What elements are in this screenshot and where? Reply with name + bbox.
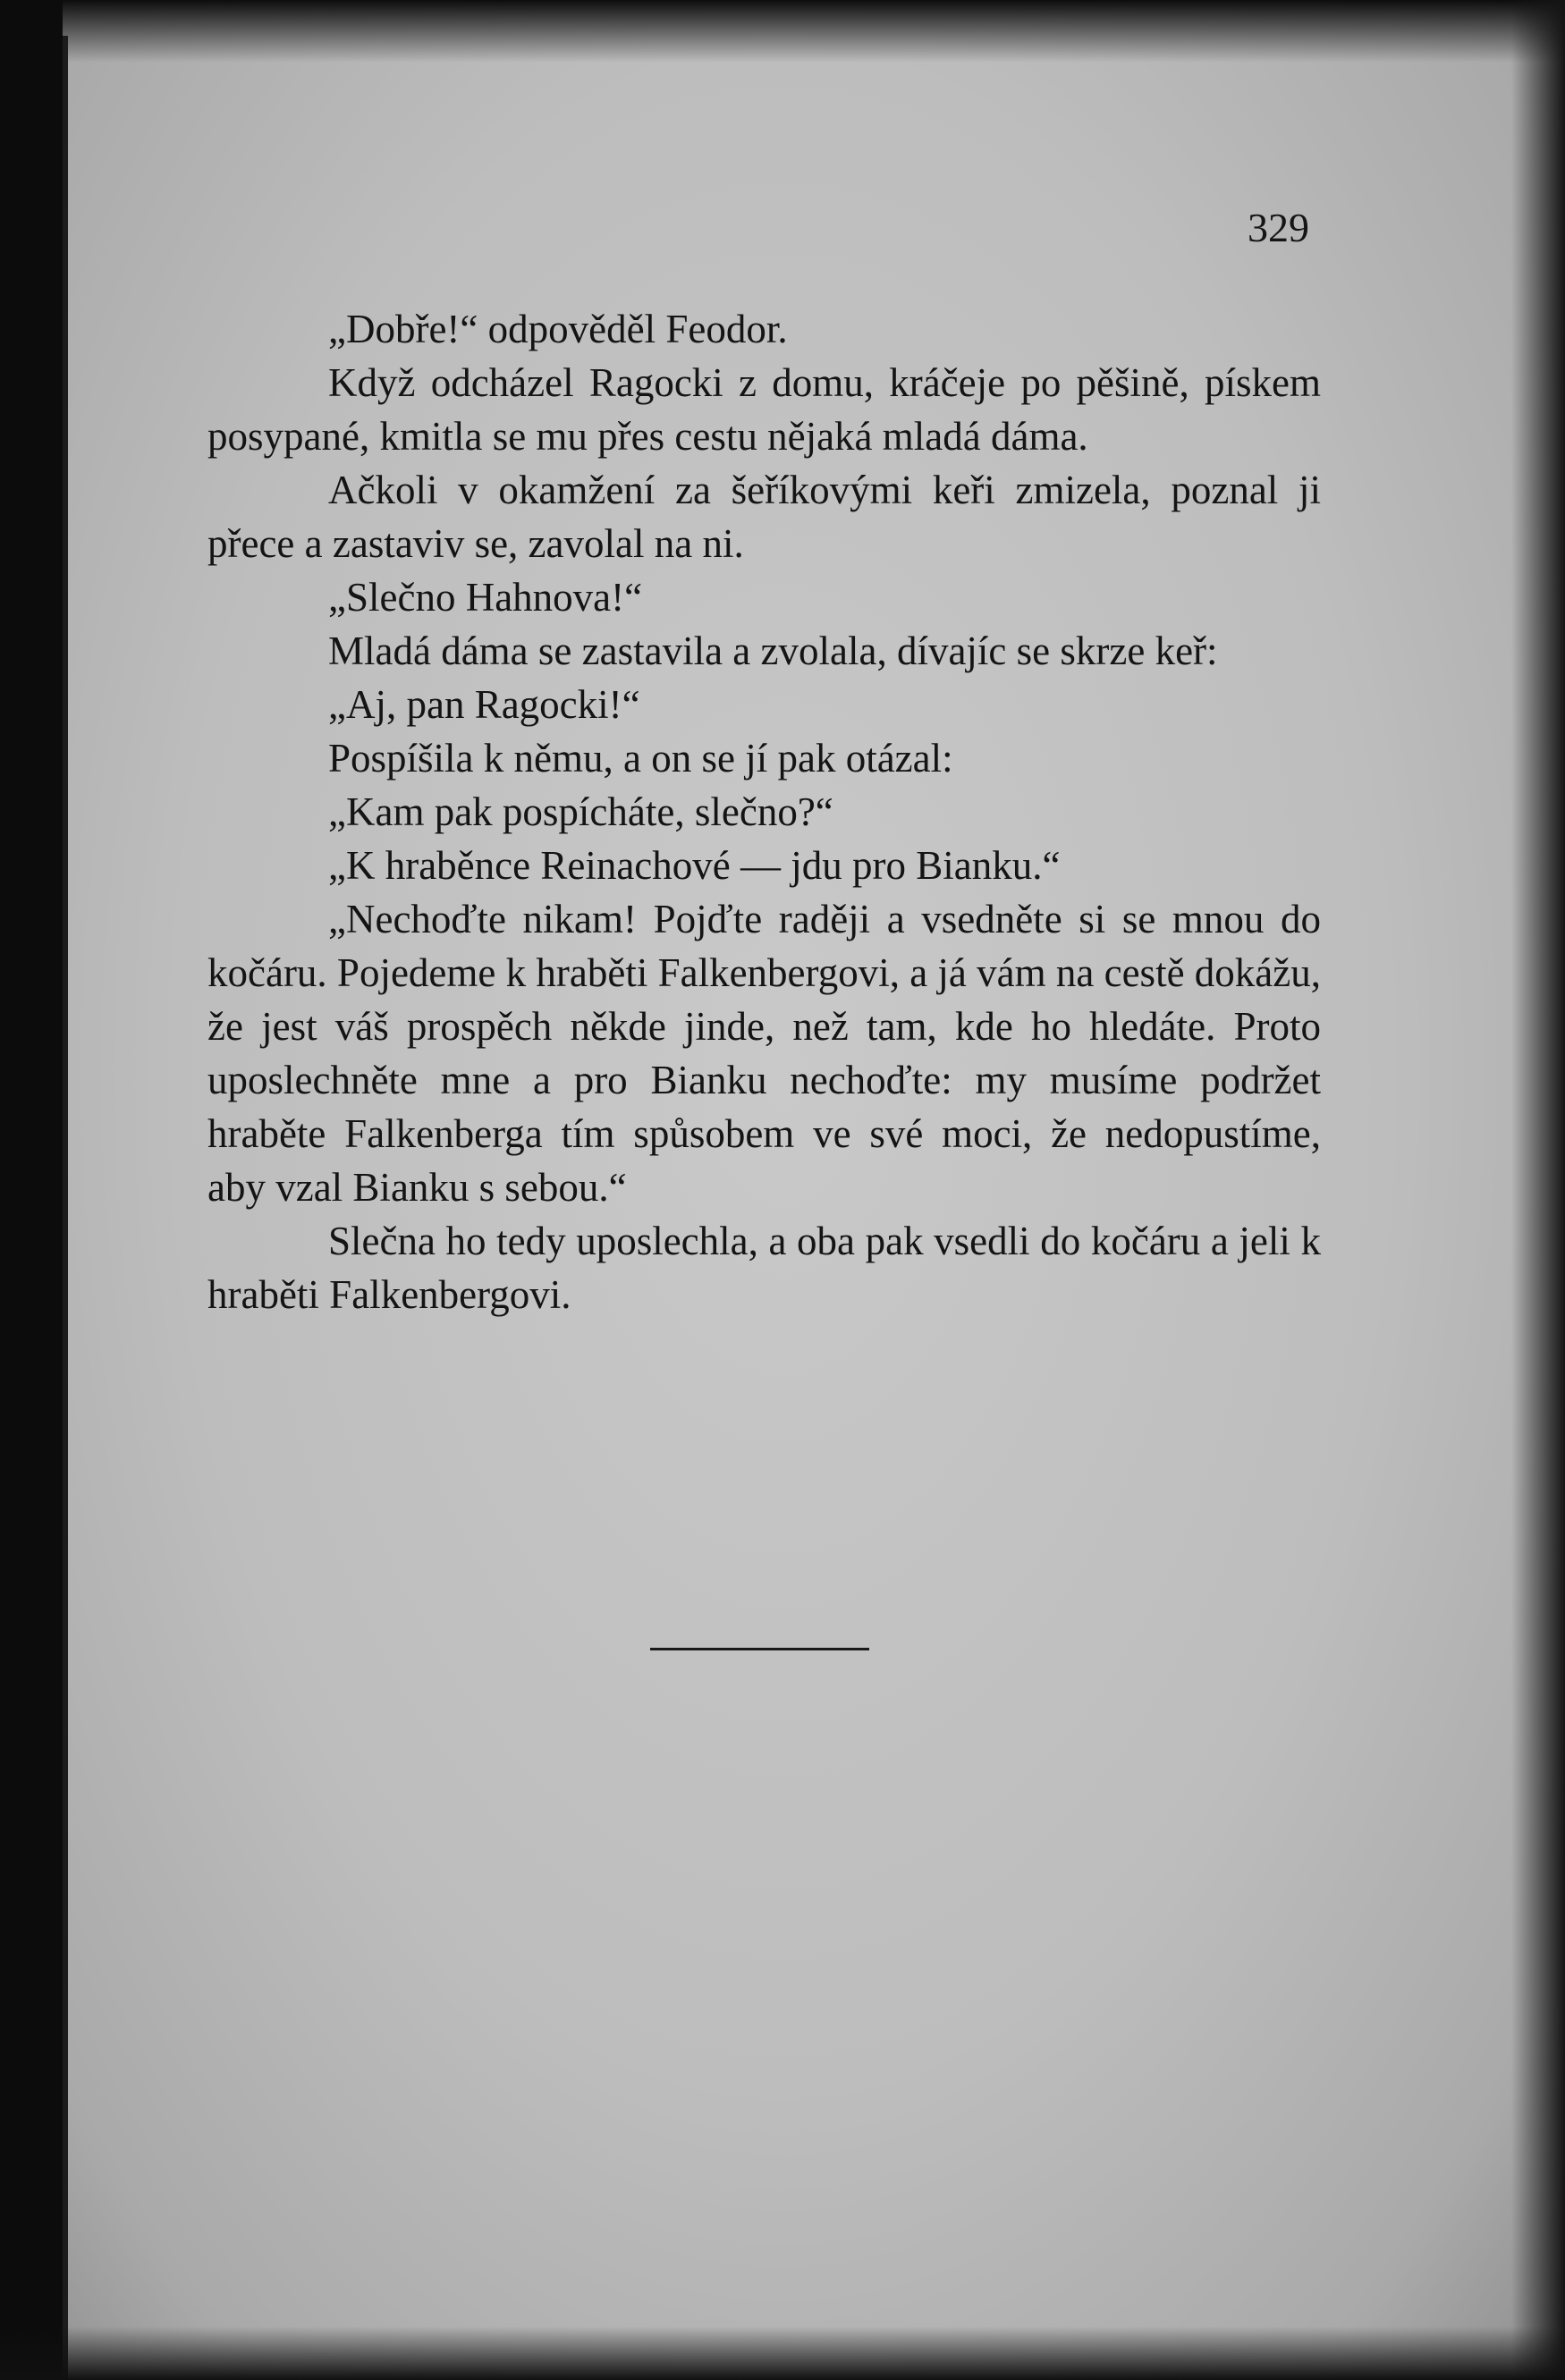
scan-border-right <box>1511 0 1565 2380</box>
page-number: 329 <box>1248 205 1309 250</box>
binding-edge <box>63 36 68 2380</box>
section-separator-line <box>650 1648 869 1650</box>
body-text <box>207 302 1321 1321</box>
paragraph: „Dobře!“ odpověděl Feodor. <box>328 307 788 351</box>
paragraph: „Aj, pan Ragocki!“ <box>328 682 640 727</box>
paragraph: „Kam pak pospícháte, slečno?“ <box>328 789 833 834</box>
paragraph: „Slečno Hahnova!“ <box>328 575 643 620</box>
scan-border-top <box>0 0 1565 63</box>
paragraph: Ačkoli v okamžení za šeříkovými keři zmizela, poznal ji přece a zastaviv se, zavolal na ni. <box>207 468 1321 566</box>
paragraph: Když odcházel Ragocki z domu, kráčeje po pěšině, pískem posypané, kmitla se mu přes cestu nějaká mladá dáma. <box>207 360 1321 459</box>
paragraph: Mladá dáma se zastavila a zvolala, dívajíc se skrze keř: <box>328 629 1218 673</box>
paragraph: Slečna ho tedy uposlechla, a oba pak vsedli do kočáru a jeli k hraběti Falkenbergovi. <box>207 1219 1321 1317</box>
scan-border-left <box>0 0 63 2380</box>
paragraph: „K hraběnce Reinachové — jdu pro Bianku.“ <box>328 843 1061 888</box>
scan-border-bottom <box>0 2326 1565 2380</box>
paragraph: Pospíšila k němu, a on se jí pak otázal: <box>328 736 953 781</box>
paragraph: „Nechoďte nikam! Pojďte raději a vsedněte si se mnou do kočáru. Pojedeme k hraběti Falkenbergovi, a já vám na cestě dokážu, že jest váš prospěch někde jinde, než tam, kde ho hledáte. Proto uposlechněte mne a pro Bianku nechoďte: my musíme podržet hraběte Falkenberga tím spůsobem ve své moci, že nedopustíme, aby vzal Bianku s sebou.“ <box>207 897 1321 1210</box>
